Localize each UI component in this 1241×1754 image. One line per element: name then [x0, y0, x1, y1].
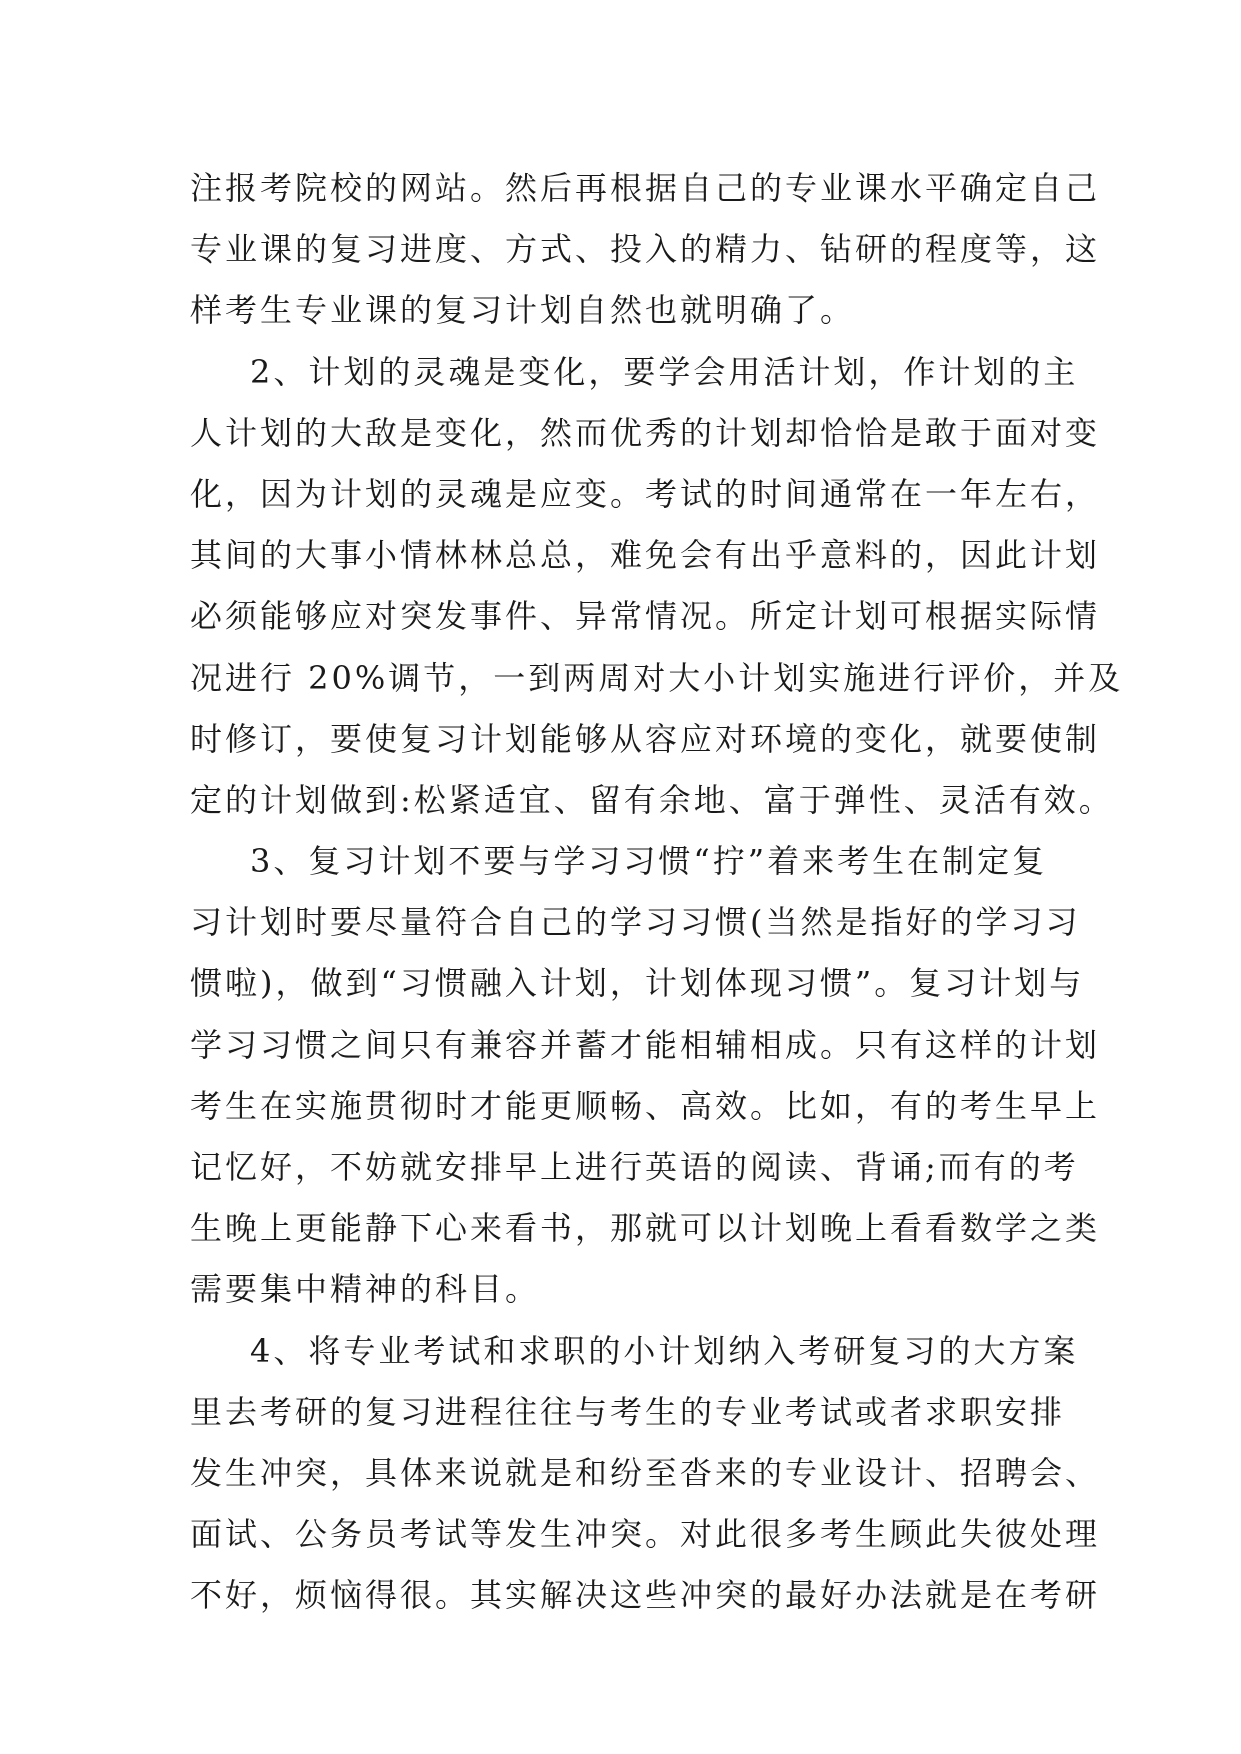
text-line: 定的计划做到:松紧适宜、留有余地、富于弹性、灵活有效。 — [190, 780, 1114, 819]
text-line: 发生冲突，具体来说就是和纷至沓来的专业设计、招聘会、 — [190, 1453, 1101, 1492]
text-line: 专业课的复习进度、方式、投入的精力、钻研的程度等，这 — [190, 230, 1101, 269]
text-line: 化，因为计划的灵魂是应变。考试的时间通常在一年左右， — [190, 474, 1101, 513]
paragraph-start-line: 4、将专业考试和求职的小计划纳入考研复习的大方案 — [250, 1331, 1079, 1370]
paragraph-start-line: 3、复习计划不要与学习习惯“拧”着来考生在制定复 — [250, 842, 1048, 881]
text-line: 生晚上更能静下心来看书，那就可以计划晚上看看数学之类 — [190, 1209, 1101, 1248]
text-line: 学习习惯之间只有兼容并蓄才能相辅相成。只有这样的计划 — [190, 1025, 1101, 1064]
text-line: 样考生专业课的复习计划自然也就明确了。 — [190, 291, 856, 330]
text-line: 时修订，要使复习计划能够从容应对环境的变化，就要使制 — [190, 719, 1101, 758]
text-line: 惯啦)，做到“习惯融入计划，计划体现习惯”。复习计划与 — [190, 964, 1085, 1003]
text-line: 必须能够应对突发事件、异常情况。所定计划可根据实际情 — [190, 597, 1101, 636]
text-line: 注报考院校的网站。然后再根据自己的专业课水平确定自己 — [190, 169, 1101, 207]
body-text — [190, 158, 1124, 1627]
text-line: 面试、公务员考试等发生冲突。对此很多考生顾此失彼处理 — [190, 1515, 1101, 1554]
text-line: 其间的大事小情林林总总，难免会有出乎意料的，因此计划 — [190, 536, 1101, 575]
text-line: 里去考研的复习进程往往与考生的专业考试或者求职安排 — [190, 1392, 1066, 1431]
text-line: 需要集中精神的科目。 — [190, 1270, 541, 1309]
text-line: 不好，烦恼得很。其实解决这些冲突的最好办法就是在考研 — [190, 1576, 1101, 1615]
paragraph-start-line: 2、计划的灵魂是变化，要学会用活计划，作计划的主 — [250, 352, 1079, 391]
text-line: 考生在实施贯彻时才能更顺畅、高效。比如，有的考生早上 — [190, 1086, 1101, 1125]
text-line: 人计划的大敌是变化，然而优秀的计划却恰恰是敢于面对变 — [190, 413, 1101, 452]
text-line: 记忆好，不妨就安排早上进行英语的阅读、背诵;而有的考 — [190, 1148, 1079, 1186]
text-line: 习计划时要尽量符合自己的学习习惯(当然是指好的学习习 — [190, 903, 1081, 942]
text-line: 况进行 20%调节，一到两周对大小计划实施进行评价，并及 — [190, 658, 1124, 697]
